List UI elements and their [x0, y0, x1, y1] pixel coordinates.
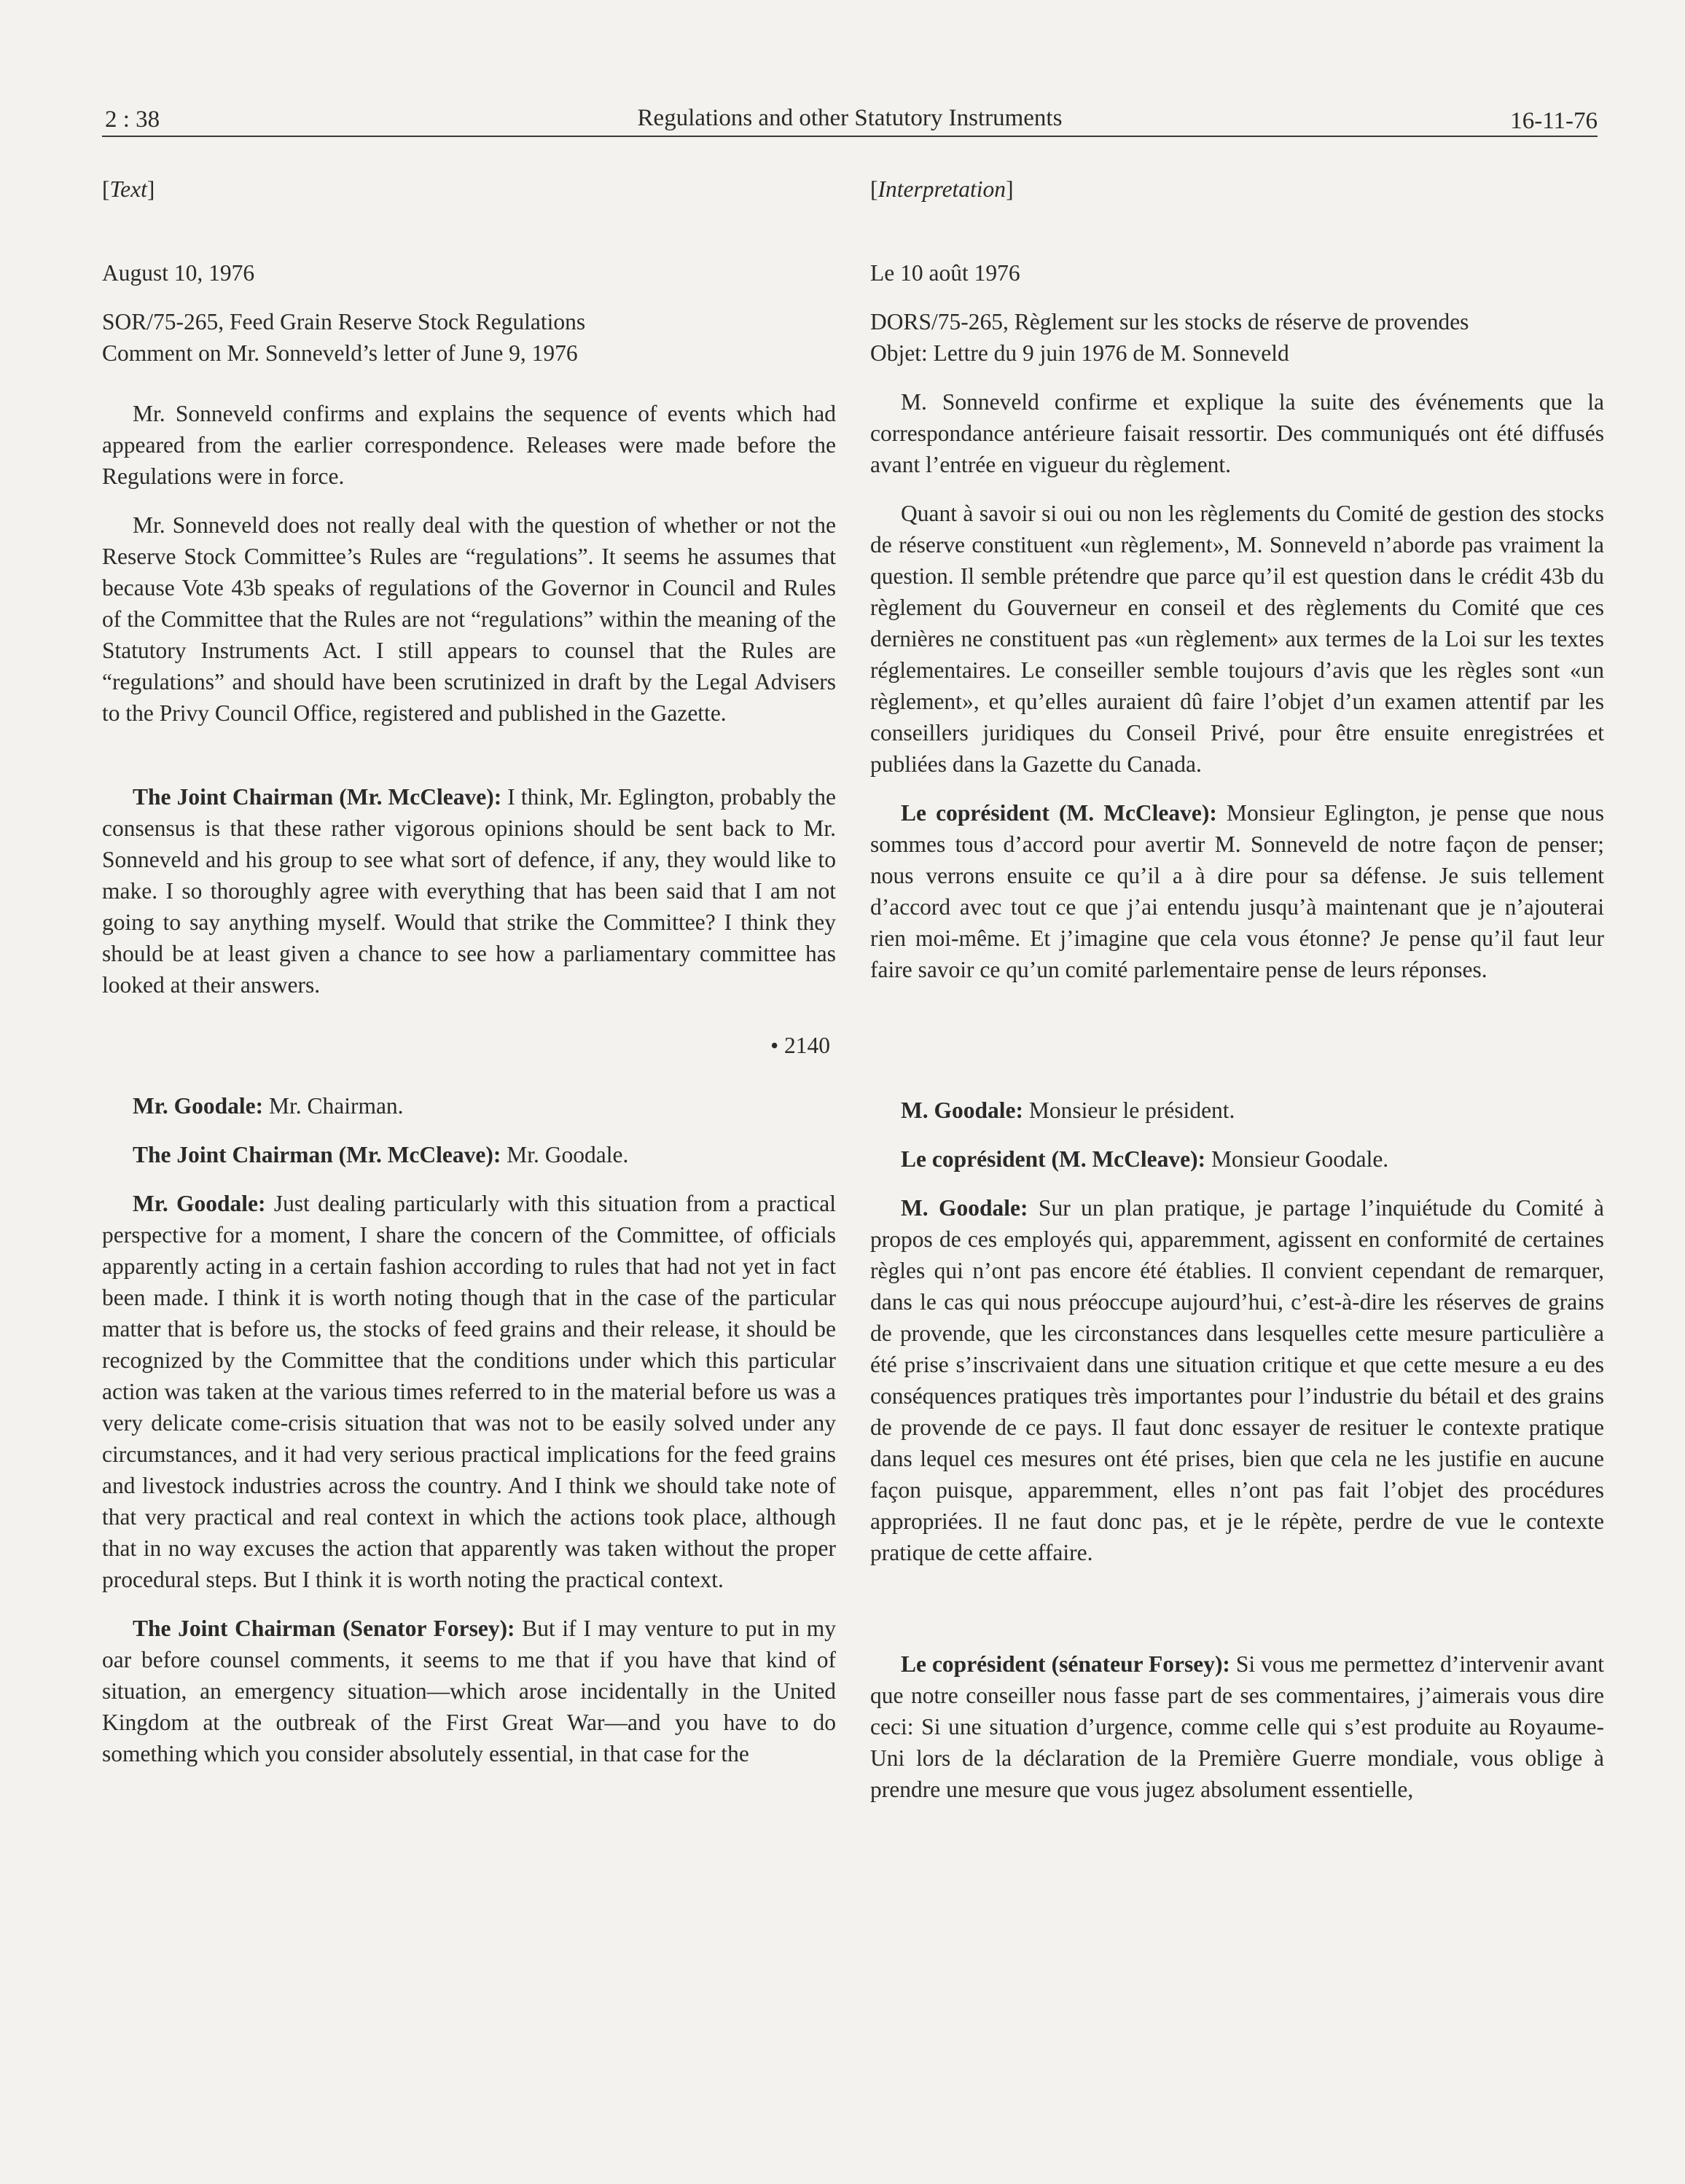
comment-line: Comment on Mr. Sonneveld’s letter of June 9, 1976 — [102, 340, 578, 366]
paragraph: M. Sonneveld confirme et explique la suite des événements que la correspondance antérieure faisait ressortir. Des communiqués ont été diffusés avant l’entrée en vigueur du règlement. — [870, 389, 1604, 477]
speaker-name: The Joint Chairman (Mr. McCleave): — [133, 1142, 501, 1167]
reference-line: DORS/75-265, Règlement sur les stocks de réserve de provendes — [870, 309, 1469, 334]
letter-date: Le 10 août 1976 — [870, 260, 1020, 286]
issue-date: 16-11-76 — [1510, 108, 1598, 134]
time-marker: • 2140 — [770, 1033, 830, 1058]
speaker-turn: Mr. Goodale: Just dealing particularly with this situation from a practical perspective for a moment, I share the concern of the Committee, of officials apparently acting in a certain fashion according to rules that had not yet in fact been made. I think it is worth noting though that in the case of the particular matter that is before us, the stocks of feed grains and their release, it should be recognized by the Committee that the conditions under which this particular action was taken at the various times referred to in the material before us was a very delicate come-crisis situation that was not to be easily solved under any circumstances, and it had very serious practical implications for the feed grains and livestock industries across the country. And I think we should take note of that very practical and real context in which the actions took place, although that in no way excuses the action that apparently was taken without the proper procedural steps. But I think it is worth noting the practical context. — [102, 1191, 836, 1592]
interpretation-tag: [Interpretation] — [870, 176, 1014, 202]
speaker-turn: The Joint Chairman (Senator Forsey): But if I may venture to put in my oar before counsel comments, it seems to me that if you have that kind of situation, an emergency situation—which arose incidentally in the United Kingdom at the outbreak of the First Great War—and you have to do something which you consider absolutely essential, in that case for the — [102, 1616, 837, 1766]
speaker-name: Le coprésident (sénateur Forsey): — [901, 1651, 1230, 1677]
speaker-name: The Joint Chairman (Mr. McCleave): — [133, 784, 502, 810]
speaker-turn: The Joint Chairman (Mr. McCleave): Mr. Goodale. — [133, 1142, 629, 1167]
paragraph: Mr. Sonneveld does not really deal with the question of whether or not the Reserve Stock Committee’s Rules are “regulations”. It seems he assumes that because Vote 43b speaks of regulations of the Governor in Council and Rules of the Committee that the Rules are not “regulations” within the meaning of the Statutory Instruments Act. I still appears to counsel that the Rules are “regulations” and should have been scrutinized in draft by the Legal Advisers to the Privy Council Office, registered and published in the Gazette. — [102, 512, 836, 726]
speaker-turn: M. Goodale: Monsieur le président. — [901, 1097, 1235, 1123]
speaker-turn: Le coprésident (M. McCleave): Monsieur Eglington, je pense que nous sommes tous d’accord pour avertir M. Sonneveld de notre façon de penser; nous verrons ensuite ce qu’il a à dire pour sa défense. Je suis tellement d’accord avec tout ce que j’ai entendu jusqu’à maintenant que je n’ajouterai rien moi-même. Et j’imagine que cela vous étonne? Je pense qu’il faut leur faire savoir ce qu’un comité parlementaire pense de leurs réponses. — [870, 800, 1604, 982]
publication-title: Regulations and other Statutory Instruments — [637, 105, 1063, 131]
speaker-turn: Mr. Goodale: Mr. Chairman. — [133, 1093, 404, 1119]
letter-date: August 10, 1976 — [102, 260, 255, 286]
page-number: 2 : 38 — [105, 106, 160, 133]
speaker-turn: M. Goodale: Sur un plan pratique, je partage l’inquiétude du Comité à propos de ces employés qui, apparemment, agissent en conformité de certaines règles qui n’ont pas encore été établies. Il convient cependant de remarquer, dans le cas qui nous préoccupe aujourd’hui, c’est-à-dire les réserves de grains de provende, que les circonstances dans lesquelles cette mesure particulière a été prise s’inscrivaient dans une situation critique et que cette mesure a eu des conséquences pratiques très importantes pour l’industrie du bétail et des grains de provende de ce pays. Il faut donc essayer de resituer le contexte pratique dans lequel ces mesures ont été prises, bien que cela ne les justifie en aucune façon puisque, apparemment, elles n’ont pas fait l’objet des procédures appropriées. Il ne faut donc pas, et je le répète, perdre de vue le contexte pratique de cette affaire. — [870, 1195, 1604, 1565]
speaker-name: Mr. Goodale: — [133, 1093, 264, 1119]
speaker-name: M. Goodale: — [901, 1195, 1028, 1221]
english-column — [102, 173, 836, 1769]
speaker-name: Le coprésident (M. McCleave): — [901, 800, 1217, 826]
text-tag: [Text] — [102, 176, 155, 202]
speaker-name: Le coprésident (M. McCleave): — [901, 1146, 1206, 1172]
speaker-turn: Le coprésident (M. McCleave): Monsieur Goodale. — [901, 1146, 1389, 1172]
french-column — [870, 173, 1604, 1805]
speaker-name: Mr. Goodale: — [133, 1191, 266, 1216]
paragraph: Mr. Sonneveld confirms and explains the sequence of events which had appeared from the earlier correspondence. Releases were made before the Regulations were in force. — [102, 401, 836, 489]
reference-line: SOR/75-265, Feed Grain Reserve Stock Regulations — [102, 309, 586, 334]
comment-line: Objet: Lettre du 9 juin 1976 de M. Sonneveld — [870, 340, 1289, 366]
speaker-name: M. Goodale: — [901, 1097, 1023, 1123]
speaker-turn: The Joint Chairman (Mr. McCleave): I think, Mr. Eglington, probably the consensus is that these rather vigorous opinions should be sent back to Mr. Sonneveld and his group to see what sort of defence, if any, they would like to make. I so thoroughly agree with everything that has been said that I am not going to say anything myself. Would that strike the Committee? I think they should be at least given a chance to see how a parliamentary committee has looked at their answers. — [102, 784, 836, 998]
speaker-turn: Le coprésident (sénateur Forsey): Si vous me permettez d’intervenir avant que notre conseiller nous fasse part de ses commentaires, j’aimerais vous dire ceci: Si une situation d’urgence, comme celle qui s’est produite au Royaume-Uni lors de la déclaration de la Première Guerre mondiale, vous oblige à prendre une mesure que vous jugez absolument essentielle, — [870, 1651, 1604, 1802]
speaker-name: The Joint Chairman (Senator Forsey): — [133, 1616, 515, 1641]
running-header — [102, 101, 1598, 137]
paragraph: Quant à savoir si oui ou non les règlements du Comité de gestion des stocks de réserve constituent «un règlement», M. Sonneveld n’aborde pas vraiment la question. Il semble prétendre que parce qu’il est question dans le crédit 43b du règlement du Gouverneur en conseil et des règlements du Comité que ces dernières ne constituent pas «un règlement» aux termes de la Loi sur les textes réglementaires. Le conseiller semble toujours d’avis que les règles sont «un règlement», et qu’elles auraient dû faire l’objet d’un examen attentif par les conseillers juridiques du Conseil Privé, pour être ensuite enregistrées et publiées dans la Gazette du Canada. — [870, 501, 1604, 777]
